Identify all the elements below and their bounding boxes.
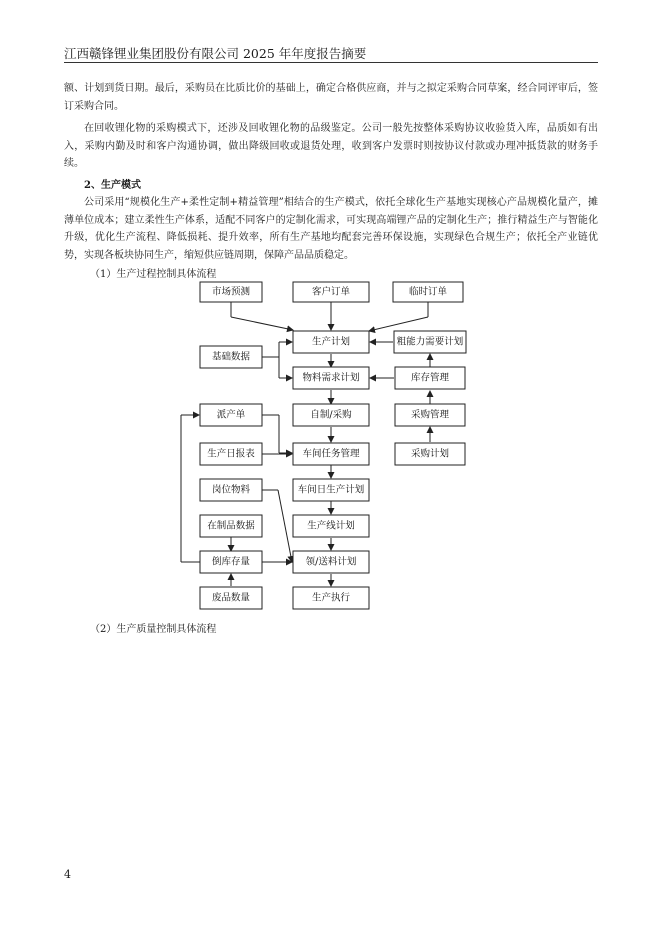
box-label: 生产执行 (311, 592, 351, 604)
box-label: 粗能力需要计划 (396, 336, 464, 348)
box-label: 基础数据 (211, 351, 251, 363)
box-label: 在制品数据 (207, 520, 255, 532)
box-label: 生产日报表 (207, 448, 255, 460)
box-label: 采购管理 (410, 409, 450, 421)
box-label: 车间日生产计划 (297, 484, 365, 496)
box-wip-data (200, 515, 262, 537)
box-customer-order (293, 282, 369, 302)
box-label: 客户订单 (311, 286, 351, 298)
box-daily-report (200, 443, 262, 465)
box-material-plan (293, 551, 369, 573)
box-label: 生产线计划 (307, 520, 355, 532)
box-production-plan (293, 331, 369, 353)
caption-quality-control: （2）生产质量控制具体流程 (90, 624, 217, 635)
caption-production-process: （1）生产过程控制具体流程 (90, 269, 217, 280)
box-label: 自制/采购 (310, 409, 352, 421)
box-workshop-task (293, 443, 369, 465)
box-label: 领/送料计划 (305, 556, 357, 568)
report-header-title: 江西赣锋锂业集团股份有限公司 2025 年年度报告摘要 (64, 46, 367, 61)
box-label: 临时订单 (408, 286, 448, 298)
box-capacity-plan (394, 331, 466, 353)
box-line-plan (293, 515, 369, 537)
box-warehouse-stock (200, 551, 262, 573)
arrow-station-to-material (278, 490, 292, 562)
page-number: 4 (64, 868, 71, 881)
box-production-execution (293, 587, 369, 609)
box-market-forecast (200, 282, 262, 302)
box-label: 市场预测 (211, 286, 251, 298)
box-label: 库存管理 (410, 372, 450, 384)
section-heading-production-mode: 2、生产模式 (84, 180, 141, 191)
box-dispatch-order (200, 404, 262, 426)
box-mrp (293, 367, 369, 389)
box-label: 派产单 (216, 409, 246, 421)
paragraph-production-mode: 公司采用“规模化生产+柔性定制+精益管理”相结合的生产模式，依托全球化生产基地实现核心产品规模化量产，摊薄单位成本；建立柔性生产体系，适配不同客户的定制化需求，可实现高端锂产品的定制化生产；推行精益生产与智能化升级，优化生产流程、降低损耗、提升效率，所有生产基地均配套完善环保设施，实现绿色合规生产；依托全产业链优势，实现各板块协同生产，缩短供应链周期，保障产品品质稳定。 (64, 197, 598, 261)
box-label: 车间任务管理 (302, 448, 360, 460)
box-label: 采购计划 (410, 448, 450, 460)
box-label: 倒库存量 (211, 556, 251, 568)
box-label: 岗位物料 (211, 484, 251, 496)
paragraph-procurement-contract: 额、计划到货日期。最后，采购员在比质比价的基础上，确定合格供应商，并与之拟定采购合同草案，经合同评审后，签订采购合同。 (64, 83, 598, 112)
box-purchase-management (395, 404, 465, 426)
box-label: 废品数量 (211, 592, 251, 604)
box-inventory-management (395, 367, 465, 389)
box-temp-order (393, 282, 463, 302)
box-label: 物料需求计划 (302, 372, 360, 384)
box-purchase-plan (395, 443, 465, 465)
arrow-temp-to-plan (369, 317, 428, 331)
box-make-or-buy (293, 404, 369, 426)
box-station-material (200, 479, 262, 501)
box-label: 生产计划 (311, 336, 351, 348)
box-workshop-daily-plan (293, 479, 369, 501)
box-waste-quantity (200, 587, 262, 609)
paragraph-recycling-procurement: 在回收锂化物的采购模式下，还涉及回收锂化物的品级鉴定。公司一般先按整体采购协议收验货入库，品质如有出入，采购内勤及时和客户沟通协调，做出降级回收或退货处理，收到客户发票时则按协议付款或办理冲抵货款的财务手续。 (64, 123, 598, 169)
box-basic-data (200, 346, 262, 368)
arrow-market-to-plan (231, 317, 293, 330)
